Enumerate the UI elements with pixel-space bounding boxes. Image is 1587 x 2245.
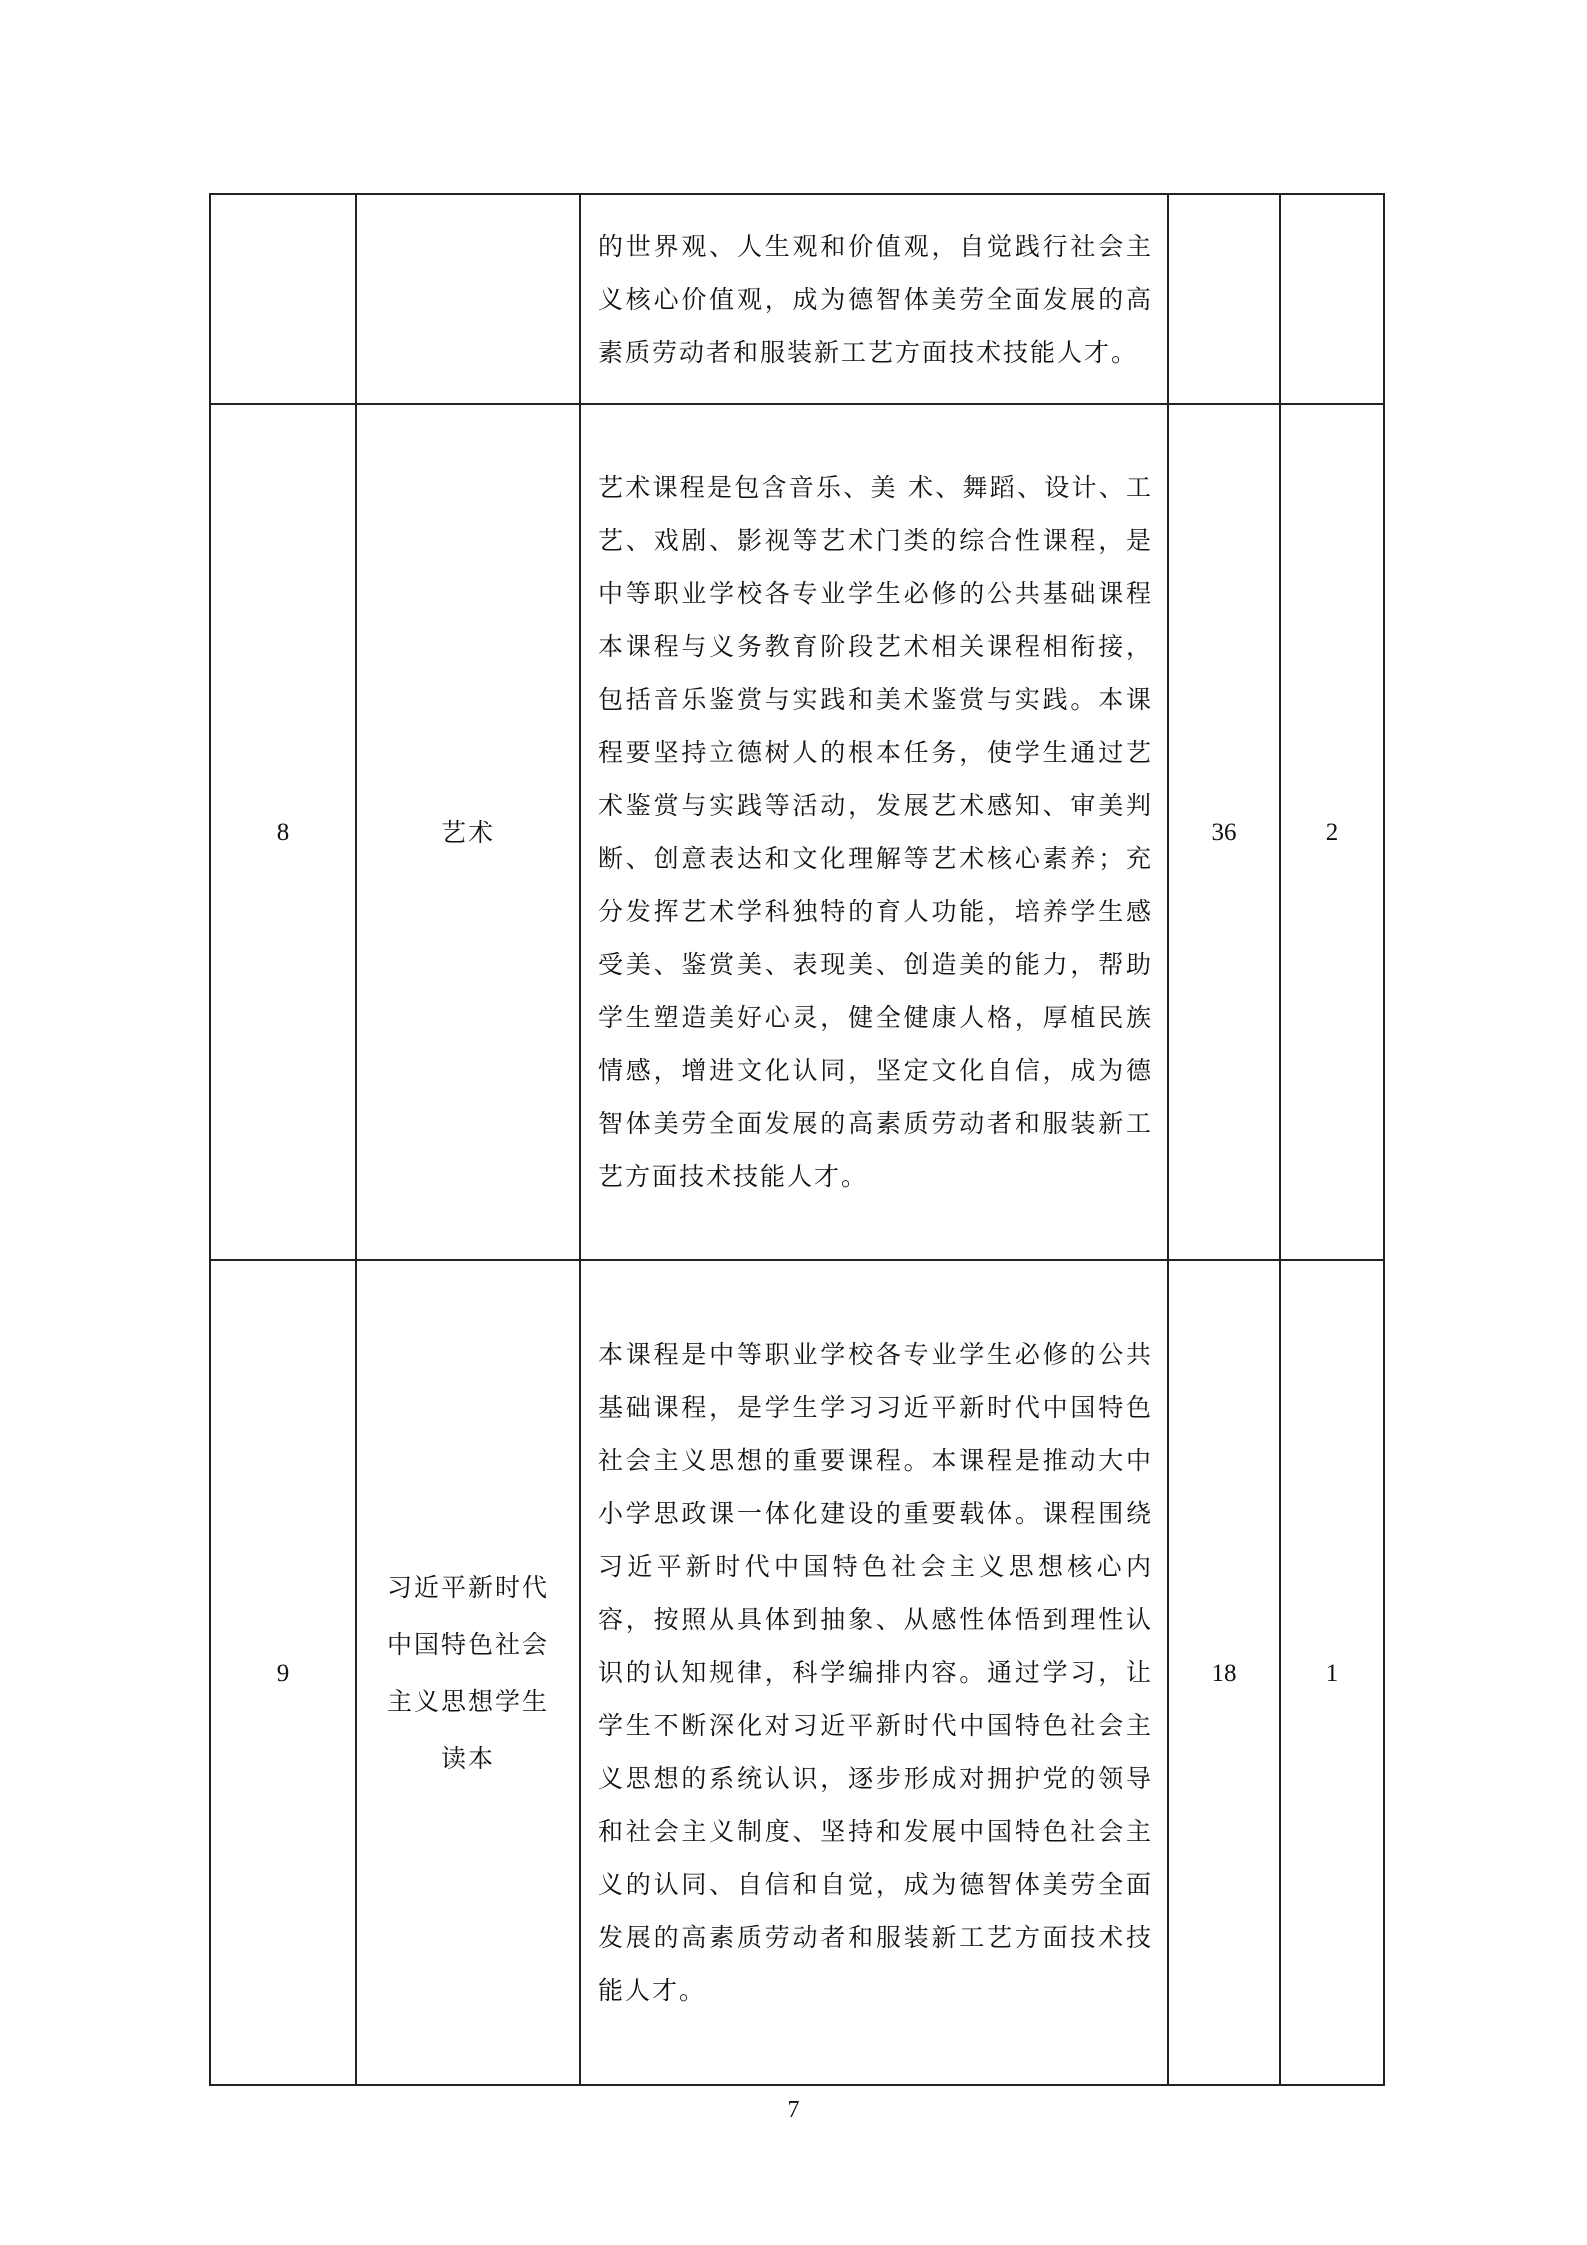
course-description-cell <box>580 194 1168 404</box>
course-description: 艺术课程是包含音乐、美 术、舞蹈、设计、工艺、戏剧、影视等艺术门类的综合性课程，是中等职业学校各专业学生必修的公共基础课程本课程与义务教育阶段艺术相关课程相衔接，包括音乐鉴赏与实践和美术鉴赏与实践。本课程要坚持立德树人的根本任务，使学生通过艺术鉴赏与实践等活动，发展艺术感知、审美判断、创意表达和文化理解等艺术核心素养；充分发挥艺术学科独特的育人功能，培养学生感受美、鉴赏美、表现美、创造美的能力，帮助学生塑造美好心灵，健全健康人格，厚植民族情感，增进文化认同，坚定文化自信，成为德智体美劳全面发展的高素质劳动者和服装新工艺方面技术技能人才。 <box>598 473 1153 1191</box>
table-row <box>210 404 1384 1260</box>
course-credits: 2 <box>1325 819 1339 846</box>
course-hours-cell <box>1168 1260 1280 2085</box>
page-number: 7 <box>787 2097 800 2123</box>
course-hours-cell <box>1168 404 1280 1260</box>
course-number: 8 <box>276 819 290 846</box>
course-number-cell <box>210 194 356 404</box>
table-row <box>210 1260 1384 2085</box>
course-credits: 1 <box>1325 1659 1339 1687</box>
course-number-cell <box>210 1260 356 2085</box>
course-number-cell <box>210 404 356 1260</box>
course-name-cell <box>356 404 580 1260</box>
course-number: 9 <box>276 1659 290 1687</box>
course-description-cell <box>580 1260 1168 2085</box>
course-credits-cell <box>1280 1260 1384 2085</box>
course-name: 习近平新时代中国特色社会主义思想学生读本 <box>386 1572 549 1773</box>
course-hours-cell <box>1168 194 1280 404</box>
course-description: 的世界观、人生观和价值观，自觉践行社会主义核心价值观，成为德智体美劳全面发展的高素质劳动者和服装新工艺方面技术技能人才。 <box>598 231 1153 367</box>
course-credits-cell <box>1280 404 1384 1260</box>
course-name-cell <box>356 1260 580 2085</box>
course-credits-cell <box>1280 194 1384 404</box>
course-hours: 36 <box>1211 819 1237 846</box>
course-name: 艺术 <box>440 817 495 847</box>
table-row <box>210 194 1384 404</box>
course-name-cell <box>356 194 580 404</box>
course-description: 本课程是中等职业学校各专业学生必修的公共基础课程，是学生学习习近平新时代中国特色社会主义思想的重要课程。本课程是推动大中小学思政课一体化建设的重要载体。课程围绕习近平新时代中国特色社会主义思想核心内容，按照从具体到抽象、从感性体悟到理性认识的认知规律，科学编排内容。通过学习，让学生不断深化对习近平新时代中国特色社会主义思想的系统认识，逐步形成对拥护党的领导和社会主义制度、坚持和发展中国特色社会主义的认同、自信和自觉，成为德智体美劳全面发展的高素质劳动者和服装新工艺方面技术技能人才。 <box>598 1340 1153 2005</box>
course-table <box>209 193 1385 2086</box>
course-hours: 18 <box>1211 1659 1237 1687</box>
course-description-cell <box>580 404 1168 1260</box>
